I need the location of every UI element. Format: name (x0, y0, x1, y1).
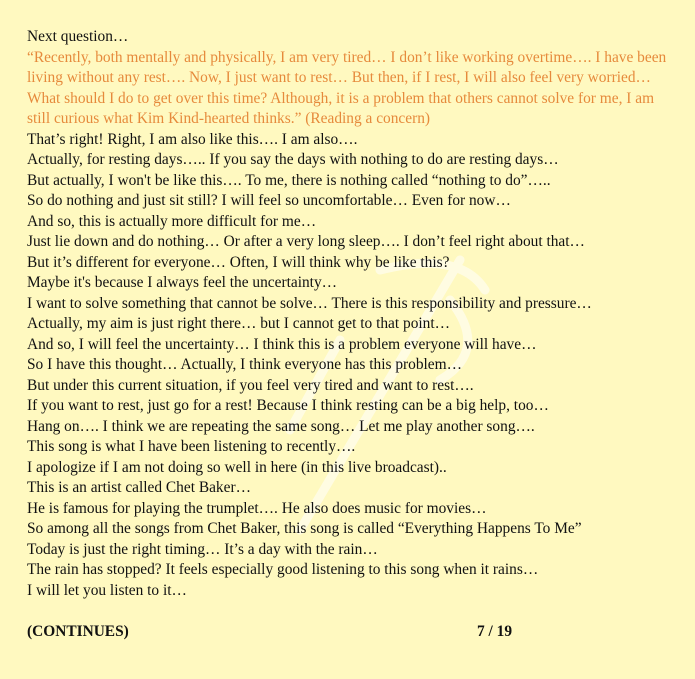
text-line: So do nothing and just sit still? I will feel so uncomfortable… Even for now… (27, 192, 511, 209)
text-line: But actually, I won't be like this…. To me, there is nothing called “nothing to do”….. (27, 171, 551, 189)
text-line: This is an artist called Chet Baker… (27, 479, 251, 496)
text-line: But it’s different for everyone… Often, I will think why be like this? (27, 253, 450, 271)
transcript-body (27, 27, 667, 601)
text-line: I apologize if I am not doing so well in here (in this live broadcast).. (27, 458, 447, 476)
listener-concern-quote: “Recently, both mentally and physically, I am very tired… I don’t like working overtime…. I have been living without any rest…. Now, I just want to rest… But then, if I rest, I will also feel very worried… What should I do to get over this time? Although, it is a problem that others cannot solve for me, I am still curious what Kim Kind-hearted thinks.” (Reading a concern) (27, 48, 667, 127)
text-line: That’s right! Right, I am also like this…. I am also…. (27, 130, 358, 148)
text-line: So I have this thought… Actually, I think everyone has this problem… (27, 356, 463, 373)
text-line: Today is just the right timing… It’s a day with the rain… (27, 540, 378, 558)
text-line: I will let you listen to it… (27, 581, 187, 599)
text-line: Just lie down and do nothing… Or after a very long sleep…. I don’t feel right about that… (27, 233, 585, 250)
text-line: This song is what I have been listening to recently…. (27, 438, 356, 455)
text-line: Actually, my aim is just right there… but I cannot get to that point… (27, 315, 451, 332)
page-footer (27, 623, 667, 645)
text-line: Next question… (27, 28, 129, 45)
text-line: The rain has stopped? It feels especially good listening to this song when it rains… (27, 561, 539, 578)
text-line: So among all the songs from Chet Baker, this song is called “Everything Happens To Me” (27, 520, 582, 537)
text-line: And so, I will feel the uncertainty… I think this is a problem everyone will have… (27, 335, 537, 353)
text-line: But under this current situation, if you feel very tired and want to rest…. (27, 376, 474, 394)
text-line: Hang on…. I think we are repeating the same song… Let me play another song…. (27, 417, 535, 435)
text-line: He is famous for playing the trumplet…. He also does music for movies… (27, 499, 487, 517)
text-line: And so, this is actually more difficult for me… (27, 212, 317, 230)
text-line: I want to solve something that cannot be solve… There is this responsibility and pressure… (27, 294, 592, 312)
text-line: Actually, for resting days….. If you say the days with nothing to do are resting days… (27, 151, 559, 168)
page-number: 7 / 19 (477, 623, 513, 640)
text-line: Maybe it's because I always feel the uncertainty… (27, 274, 338, 291)
continues-label: (CONTINUES) (27, 623, 129, 640)
text-line: If you want to rest, just go for a rest! Because I think resting can be a big help, too… (27, 397, 549, 414)
